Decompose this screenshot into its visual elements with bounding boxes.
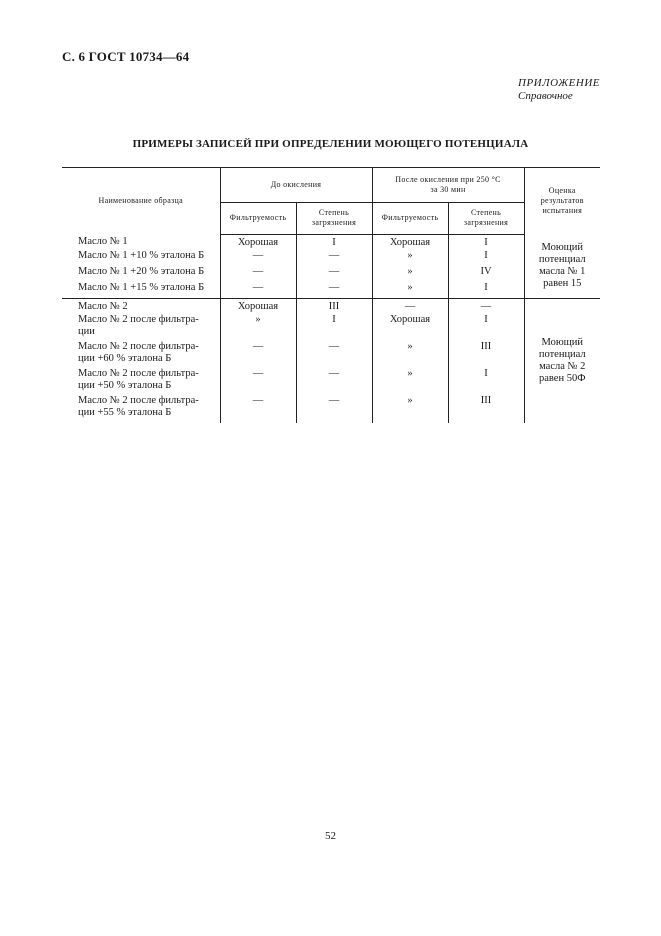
contamination-after: I (448, 234, 524, 250)
sample-name-line2: ции +60 % эталона Б (78, 353, 172, 364)
header-contamination-line1: Степень (318, 208, 350, 218)
contamination-after: IV (448, 266, 524, 282)
results-table (62, 167, 600, 423)
table-row (62, 314, 600, 341)
filterability-before: — (220, 282, 296, 298)
table-row (62, 234, 600, 250)
sample-name (62, 314, 220, 341)
result-cell-oil-1 (524, 234, 600, 298)
sample-name: Масло № 1 +15 % эталона Б (78, 282, 205, 293)
sample-name (62, 341, 220, 368)
header-after-line1: После окисления при 250 °С (395, 175, 501, 185)
appendix-title: ПРИЛОЖЕНИЕ (518, 77, 600, 89)
result-line3: масла № 1 (539, 265, 586, 277)
contamination-before: — (296, 266, 372, 282)
page-title: ПРИМЕРЫ ЗАПИСЕЙ ПРИ ОПРЕДЕЛЕНИИ МОЮЩЕГО ПОТЕНЦИАЛА (132, 138, 529, 150)
table-row (62, 250, 600, 266)
table-row (62, 341, 600, 368)
sample-name-line2: ции +55 % эталона Б (78, 407, 172, 418)
contamination-after: III (448, 395, 524, 423)
sample-name-line2: ции +50 % эталона Б (78, 380, 172, 391)
filterability-before: » (220, 314, 296, 341)
contamination-before: — (296, 282, 372, 298)
table-row (62, 282, 600, 298)
sample-name-line1: Масло № 2 после фильтра- (78, 341, 199, 352)
filterability-after: » (372, 395, 448, 423)
filterability-after: » (372, 368, 448, 395)
filterability-before: Хорошая (220, 298, 296, 314)
appendix-subtitle: Справочное (518, 90, 573, 102)
header-result-line2: результатов (540, 196, 584, 205)
result-line2: потенциал (538, 348, 586, 360)
result-cell-oil-2 (524, 298, 600, 423)
filterability-before: — (220, 341, 296, 368)
contamination-after: I (448, 314, 524, 341)
filterability-before: Хорошая (220, 234, 296, 250)
contamination-before: I (296, 314, 372, 341)
contamination-before: — (296, 395, 372, 423)
contamination-before: — (296, 250, 372, 266)
sample-name (62, 368, 220, 395)
header-after-line2: за 30 мин (430, 185, 466, 195)
table-row (62, 395, 600, 423)
result-line4: равен 15 (543, 277, 582, 289)
filterability-after: — (372, 298, 448, 314)
header-contamination-line2: загрязнения (311, 218, 357, 228)
contamination-after: I (448, 282, 524, 298)
contamination-before: — (296, 368, 372, 395)
header-contamination-line1: Степень (470, 208, 502, 218)
filterability-before: — (220, 368, 296, 395)
sample-name-line2: ции (78, 326, 95, 337)
contamination-after: I (448, 250, 524, 266)
contamination-after: I (448, 368, 524, 395)
header-after-oxidation (372, 168, 524, 203)
filterability-after: » (372, 341, 448, 368)
filterability-after: » (372, 250, 448, 266)
header-filterability-after: Фильтруемость (372, 203, 448, 234)
page-number: 52 (325, 830, 336, 842)
sample-name-line1: Масло № 2 после фильтра- (78, 368, 199, 379)
sample-name (62, 395, 220, 423)
sample-name: Масло № 2 (62, 298, 220, 314)
result-line4: равен 50Ф (539, 372, 586, 384)
header-contamination-before (296, 203, 372, 234)
header-result-line1: Оценка (548, 186, 576, 195)
sample-name-line1: Масло № 2 после фильтра- (78, 314, 199, 325)
filterability-after: » (372, 282, 448, 298)
table-row (62, 298, 600, 314)
result-line1: Моющий (541, 336, 584, 348)
appendix-label (518, 77, 600, 103)
result-line3: масла № 2 (539, 360, 586, 372)
header-before-oxidation: До окисления (220, 168, 372, 203)
contamination-after: — (448, 298, 524, 314)
header-contamination-line2: загрязнения (463, 218, 509, 228)
header-sample-name: Наименование образца (62, 168, 220, 235)
document-header: С. 6 ГОСТ 10734—64 (62, 49, 190, 64)
filterability-before: — (220, 395, 296, 423)
header-contamination-after (448, 203, 524, 234)
table-row (62, 266, 600, 282)
filterability-after: Хорошая (372, 314, 448, 341)
header-result (524, 168, 600, 235)
filterability-before: — (220, 250, 296, 266)
contamination-before: — (296, 341, 372, 368)
contamination-before: III (296, 298, 372, 314)
header-result-line3: испытания (542, 206, 583, 215)
result-line1: Моющий (541, 241, 584, 253)
filterability-before: — (220, 266, 296, 282)
sample-name: Масло № 1 +20 % эталона Б (78, 266, 205, 277)
filterability-after: Хорошая (372, 234, 448, 250)
sample-name-line1: Масло № 2 после фильтра- (78, 395, 199, 406)
filterability-after: » (372, 266, 448, 282)
contamination-before: I (296, 234, 372, 250)
table-row (62, 368, 600, 395)
header-filterability-before: Фильтруемость (220, 203, 296, 234)
sample-name: Масло № 1 +10 % эталона Б (78, 250, 205, 261)
result-line2: потенциал (538, 253, 586, 265)
sample-name: Масло № 1 (78, 236, 128, 247)
contamination-after: III (448, 341, 524, 368)
